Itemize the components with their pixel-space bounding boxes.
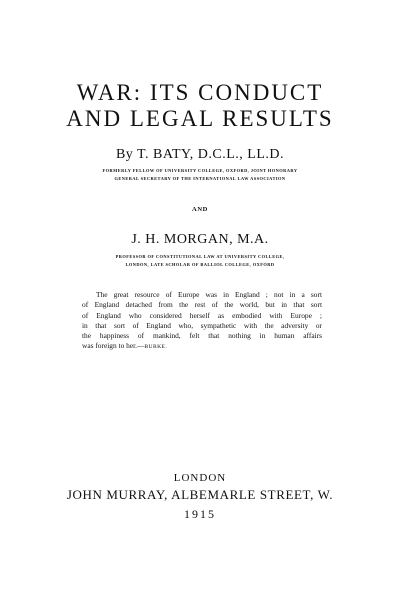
imprint-year: 1915	[184, 507, 216, 521]
book-title-line-2: AND LEGAL RESULTS	[66, 106, 334, 131]
book-title-line-1: WAR: ITS CONDUCT	[76, 80, 324, 105]
epigraph-line: was foreign to her.—	[82, 341, 145, 351]
author-2-credentials-line-1: PROFESSOR OF CONSTITUTIONAL LAW AT UNIVERSITY COLLEGE,	[115, 254, 285, 259]
epigraph-line: of England who considered herself as embodied with Europe ;	[82, 310, 322, 320]
imprint-publisher: JOHN MURRAY, ALBEMARLE STREET, W.	[66, 487, 334, 502]
author-1-credentials-line-2: GENERAL SECRETARY OF THE INTERNATIONAL LAW ASSOCIATION	[114, 176, 286, 181]
epigraph-attribution: BURKE.	[144, 344, 168, 351]
epigraph-last-line	[82, 341, 322, 352]
author-1-name: By T. BATY, D.C.L., LL.D.	[115, 147, 285, 162]
author-2-name: J. H. MORGAN, M.A.	[131, 232, 269, 247]
epigraph-line: of England detached from the rest of the world, but in that sort	[82, 300, 322, 310]
author-2-credentials-line-2: LONDON, LATE SCHOLAR OF BALLIOL COLLEGE, OXFORD	[125, 262, 275, 267]
author-1-credentials-line-1: FORMERLY FELLOW OF UNIVERSITY COLLEGE, OXFORD, JOINT HONORARY	[102, 168, 298, 173]
epigraph	[82, 290, 322, 353]
imprint-city: LONDON	[173, 472, 227, 484]
author-conjunction: AND	[192, 206, 208, 213]
epigraph-line: in that sort of England who, sympathetic with the adversity or	[82, 320, 322, 330]
epigraph-line: The great resource of Europe was in England ; not in a sort	[96, 290, 322, 299]
epigraph-line: the happiness of mankind, felt that nothing in human affairs	[82, 331, 322, 341]
